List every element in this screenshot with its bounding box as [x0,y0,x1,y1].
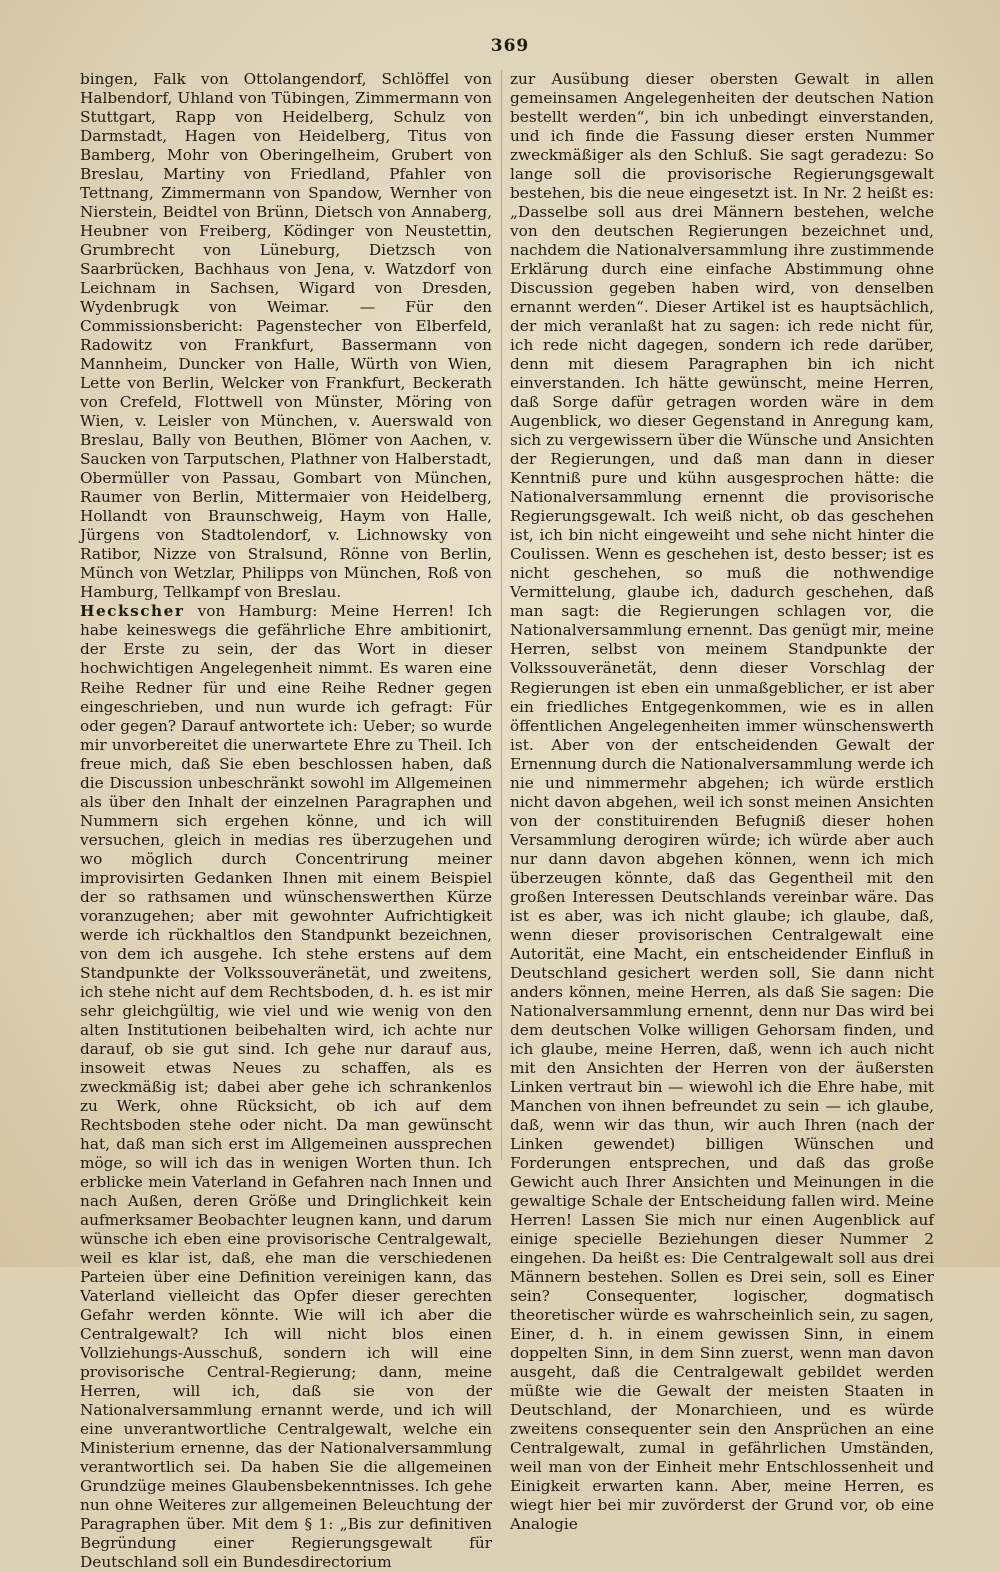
column-divider [501,70,502,1160]
speech-text: von Hamburg: Meine Herren! Ich habe keineswegs die gefährliche Ehre ambitionirt, der Erste zu sein, der das Wort in dieser hochwichtigen Angelegenheit nimmt. Es waren eine Reihe Redner für und eine Reihe Redner gegen eingeschrieben, und nun wurde ich gefragt: Für oder gegen? Darauf antwortete ich: Ueber; so wurde mir unvorbereitet die unerwartete Ehre zu Theil. Ich freue mich, daß Sie eben beschlossen haben, daß die Discussion unbeschränkt sowohl im Allgemeinen als über den Inhalt der einzelnen Paragraphen und Nummern sich ergehen könne, und ich will versuchen, gleich in medias res überzugehen und wo möglich durch Concentrirung meiner improvisirten Gedanken Ihnen mit einem Beispiel der so rathsamen und wünschenswerthen Kürze voranzugehen; aber mit gewohnter Aufrichtigkeit werde ich rückhaltlos den Standpunkt bezeichnen, von dem ich ausgehe. Ich stehe erstens auf dem Standpunkte der Volkssouveränetät, und zweitens, ich stehe nicht auf dem Rechtsboden, d. h. es ist mir sehr gleichgültig, wie viel und wie wenig von den alten Institutionen beibehalten wird, ich achte nur darauf, ob sie gut sind. Ich gehe nur darauf aus, insoweit etwas Neues zu schaffen, als es zweckmäßig ist; dabei aber gehe ich schrankenlos zu Werk, ohne Rücksicht, ob ich auf dem Rechtsboden stehe oder nicht. Da man gewünscht hat, daß man sich erst im Allgemeinen aussprechen möge, so will ich das in wenigen Worten thun. Ich erblicke mein Vaterland in Gefahren nach Innen und nach Außen, deren Größe und Dringlichkeit kein aufmerksamer Beobachter leugnen kann, und darum wünsche ich eben eine provisorische Centralgewalt, weil es klar ist, daß, ehe man die verschiedenen Parteien über eine Definition vereinigen kann, das Vaterland vielleicht das Opfer dieser gerechten Gefahr werden könnte. Wie will ich aber die Centralgewalt? Ich will nicht blos einen Vollziehungs-Ausschuß, sondern ich will eine provisorische Central-Regierung; dann, meine Herren, will ich, daß sie von der Nationalversammlung ernannt werde, und ich will eine unverantwortliche Centralgewalt, welche ein Ministerium ernenne, das der Nationalversammlung verantwortlich sei. Da haben Sie die allgemeinen Grundzüge meines Glaubensbekenntnisses. Ich gehe nun ohne Weiteres zur allgemeinen Beleuchtung der Paragraphen über. Mit dem § 1: „Bis zur definitiven Begründung einer Regierungsgewalt für Deutschland soll ein Bundesdirectorium [80,602,492,1572]
page-number: 369 [490,36,530,56]
speaker-name: Heckscher [80,602,185,621]
left-column [80,70,492,1572]
vote-names-paragraph: bingen, Falk von Ottolangendorf, Schlöffel von Halbendorf, Uhland von Tübingen, Zimmermann von Stuttgart, Rapp von Heidelberg, Schulz von Darmstadt, Hagen von Heidelberg, Titus von Bamberg, Mohr von Oberingelheim, Grubert von Breslau, Martiny von Friedland, Pfahler von Tettnang, Zimmermann von Spandow, Wernher von Nierstein, Beidtel von Brünn, Dietsch von Annaberg, Heubner von Freiberg, Ködinger von Neustettin, Grumbrecht von Lüneburg, Dietzsch von Saarbrücken, Bachhaus von Jena, v. Watzdorf von Leichnam in Sachsen, Wigard von Dresden, Wydenbrugk von Weimar. — Für den Commissionsbericht: Pagenstecher von Elberfeld, Radowitz von Frankfurt, Bassermann von Mannheim, Duncker von Halle, Würth von Wien, Lette von Berlin, Welcker von Frankfurt, Beckerath von Crefeld, Flottwell von Münster, Möring von Wien, v. Leisler von München, v. Auerswald von Breslau, Bally von Beuthen, Blömer von Aachen, v. Saucken von Tarputschen, Plathner von Halberstadt, Obermüller von Passau, Gombart von München, Raumer von Berlin, Mittermaier von Heidelberg, Hollandt von Braunschweig, Haym von Halle, Jürgens von Stadtolendorf, v. Lichnowsky von Ratibor, Nizze von Stralsund, Rönne von Berlin, Münch von Wetzlar, Philipps von München, Roß von Hamburg, Tellkampf von Breslau. [80,70,492,602]
right-column [510,70,934,1534]
speech-continuation: zur Ausübung dieser obersten Gewalt in allen gemeinsamen Angelegenheiten der deutschen Nation bestellt werden“, bin ich unbedingt einverstanden, und ich finde die Fassung dieser ersten Nummer zweckmäßiger als den Schluß. Sie sagt geradezu: So lange soll die provisorische Regierungsgewalt bestehen, bis die neue eingesetzt ist. In Nr. 2 heißt es: „Dasselbe soll aus drei Männern bestehen, welche von den deutschen Regierungen bezeichnet und, nachdem die Nationalversammlung ihre zustimmende Erklärung durch eine einfache Abstimmung ohne Discussion gegeben haben wird, von denselben ernannt werden“. Dieser Artikel ist es hauptsächlich, der mich veranlaßt hat zu sagen: ich rede nicht für, ich rede nicht dagegen, sondern ich rede darüber, denn mit diesem Paragraphen bin ich nicht einverstanden. Ich hätte gewünscht, meine Herren, daß Sorge dafür getragen worden wäre in dem Augenblick, wo dieser Gegenstand in Anregung kam, sich zu vergewissern über die Wünsche und Ansichten der Regierungen, und daß man dann in dieser Kenntniß pure und kühn ausgesprochen hätte: die Nationalversammlung ernennt die provisorische Regierungsgewalt. Ich weiß nicht, ob das geschehen ist, ich bin nicht eingeweiht und sehe nicht hinter die Coulissen. Wenn es geschehen ist, desto besser; ist es nicht geschehen, so muß die nothwendige Vermittelung, glaube ich, dadurch geschehen, daß man sagt: die Regierungen schlagen vor, die Nationalversammlung ernennt. Das genügt mir, meine Herren, selbst von meinem Standpunkte der Volkssouveränetät, denn dieser Vorschlag der Regierungen ist eben ein unmaßgeblicher, er ist aber ein friedliches Entgegenkommen, wie es in allen öffentlichen Angelegenheiten immer wünschenswerth ist. Aber von der entscheidenden Gewalt der Ernennung durch die Nationalversammlung werde ich nie und nimmermehr abgehen; ich würde erstlich nicht davon abgehen, weil ich sonst meinen Ansichten von der constituirenden Befugniß dieser hohen Versammlung derogiren würde; ich würde aber auch nur dann davon abgehen können, wenn ich mich überzeugen könnte, daß das Gegentheil mit den großen Interessen Deutschlands vereinbar wäre. Das ist es aber, was ich nicht glaube; ich glaube, daß, wenn dieser provisorischen Centralgewalt eine Autorität, eine Macht, ein entscheidender Einfluß in Deutschland gesichert werden soll, Sie dann nicht anders können, meine Herren, als daß Sie sagen: Die Nationalversammlung ernennt, denn nur Das wird bei dem deutschen Volke willigen Gehorsam finden, und ich glaube, meine Herren, daß, wenn ich auch nicht mit den Ansichten der Herren von der äußersten Linken vertraut bin — wiewohl ich die Ehre habe, mit Manchen von ihnen befreundet zu sein — ich glaube, daß, wenn wir das thun, wir auch Ihren (nach der Linken gewendet) billigen Wünschen und Forderungen entsprechen, und daß das große Gewicht auch Ihrer Ansichten und Meinungen in die gewaltige Schale der Entscheidung fallen wird. Meine Herren! Lassen Sie mich nur einen Augenblick auf einige specielle Beziehungen dieser Nummer 2 eingehen. Da heißt es: Die Centralgewalt soll aus drei Männern bestehen. Sollen es Drei sein, soll es Einer sein? Consequenter, logischer, dogmatisch theoretischer würde es wahrscheinlich sein, zu sagen, Einer, d. h. in einem gewissen Sinn, in einem doppelten Sinn, in dem Sinn zuerst, wenn man davon ausgeht, daß die Centralgewalt gebildet werden müßte wie die Gewalt der meisten Staaten in Deutschland, der Monarchieen, und es würde zweitens consequenter sein den Ansprüchen an eine Centralgewalt, zumal in gefährlichen Umständen, weil man von der Einheit mehr Entschlossenheit und Einigkeit erwarten kann. Aber, meine Herren, es wiegt hier bei mir zuvörderst der Grund vor, ob eine Analogie [510,70,934,1534]
speech-paragraph [80,602,492,1572]
